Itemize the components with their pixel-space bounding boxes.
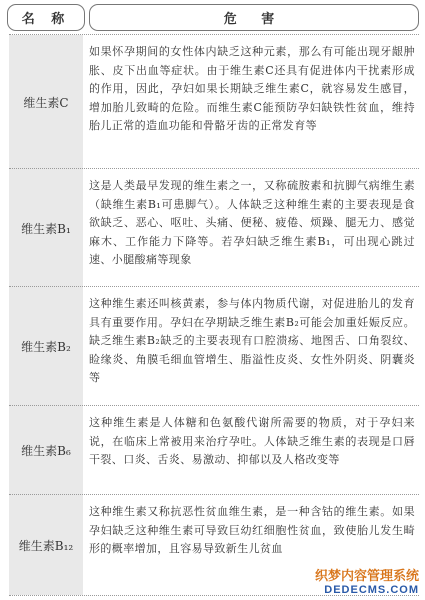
watermark-line2: DEDECMS.COM [324,584,419,596]
table-header [7,4,419,31]
table-row-vitamin-b6 [9,405,419,495]
vitamin-name: 维生素B₁₂ [9,495,83,595]
vitamin-name: 维生素C [9,35,83,169]
header-harm-cell: 危 害 [89,4,419,31]
table-row-vitamin-c [9,34,419,169]
harm-description: 这种维生素还叫核黄素，参与体内物质代谢，对促进胎儿的发育具有重要作用。孕妇在孕期缺乏维生素B₂可能会加重妊娠反应。缺乏维生素B₂缺乏的主要表现有口腔溃疡、地图舌、口角裂纹、睑缘炎、角膜毛细血管增生、脂溢性皮炎、女性外阴炎、阴囊炎等 [89,297,415,384]
table-row-vitamin-b1 [9,168,419,287]
header-name-cell: 名 称 [7,4,85,31]
vitamin-name: 维生素B₂ [9,287,83,406]
vitamin-name: 维生素B₆ [9,406,83,495]
table-row-vitamin-b2 [9,286,419,406]
watermark-line1: 织梦内容管理系统 [314,568,419,583]
harm-description: 这是人类最早发现的维生素之一，又称硫胺素和抗脚气病维生素（缺维生素B₁可患脚气）。人体缺乏这种维生素的主要表现是食欲缺乏、恶心、呕吐、头痛、便秘、疲倦、烦躁、腿无力、感觉麻木、工作能力下降等。若孕妇缺乏维生素B₁，可出现心跳过速、小腿酸痛等现象 [89,179,415,266]
watermark [315,565,419,596]
harm-description: 这种维生素又称抗恶性贫血维生素，是一种含钴的维生素。如果孕妇缺乏这种维生素可导致巨幼红细胞性贫血，致使胎儿发生畸形的概率增加，且容易导致新生儿贫血 [89,505,415,555]
harm-description: 如果怀孕期间的女性体内缺乏这种元素，那么有可能出现牙龈肿胀、皮下出血等症状。由于维生素C还具有促进体内干扰素形成的作用，因此，孕妇如果长期缺乏维生素C，就容易发生感冒，增加胎儿致畸的危险。而维生素C能预防孕妇缺铁性贫血，维持胎儿正常的造血功能和骨骼牙齿的正常发育等 [89,45,415,132]
vitamin-name: 维生素B₁ [9,169,83,287]
harm-description: 这种维生素是人体糖和色氨酸代谢所需要的物质，对于孕妇来说，在临床上常被用来治疗孕吐。人体缺乏维生素的表现是口唇干裂、口炎、舌炎、易激动、抑郁以及人格改变等 [89,416,415,466]
